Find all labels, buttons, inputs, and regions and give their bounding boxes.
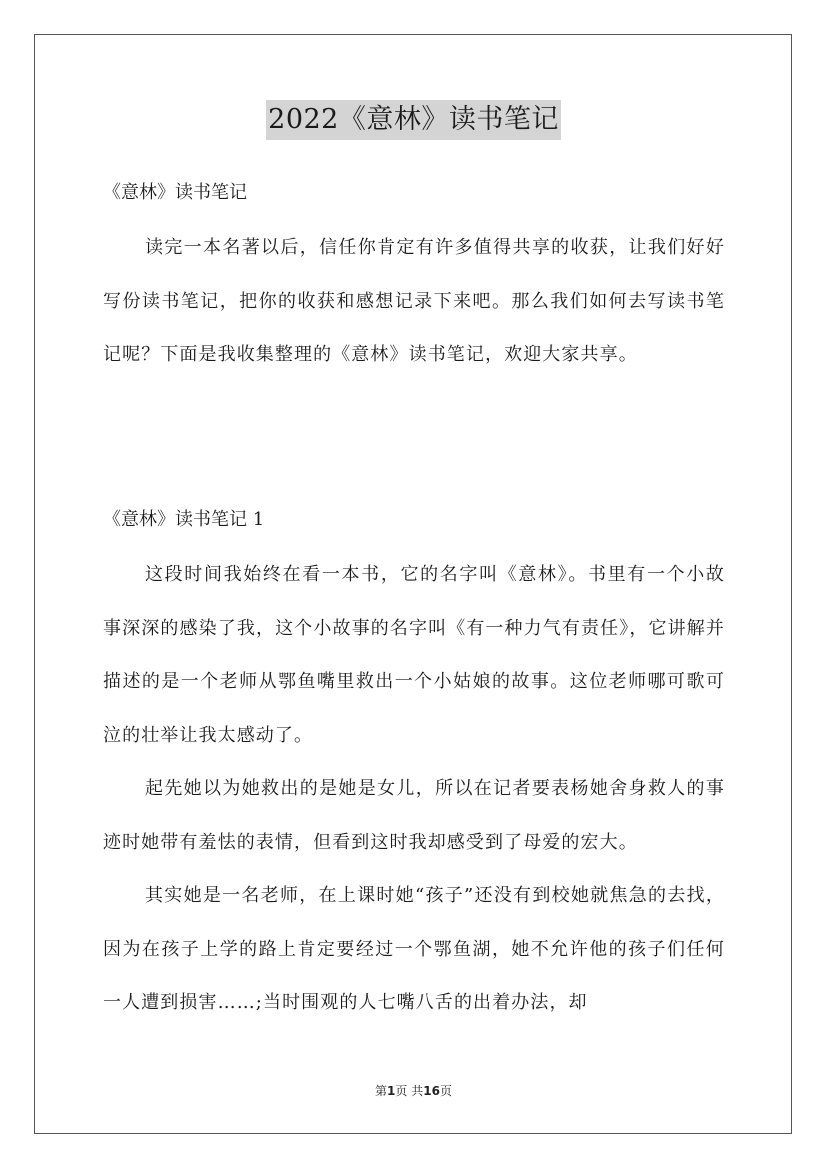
document-title-block: [0, 100, 827, 140]
footer-page-prefix: 第: [375, 1084, 388, 1098]
page-footer: [0, 1082, 827, 1099]
body-paragraph-1: 这段时间我始终在看一本书，它的名字叫《意林》。书里有一个小故事深深的感染了我，这个小故事的名字叫《有一种力气有责任》，它讲解并描述的是一个老师从鄂鱼嘴里救出一个小姑娘的故事。这位老师哪可歌可泣的壮举让我太感动了。: [103, 564, 725, 746]
document-title: 2022《意林》读书笔记: [266, 100, 561, 140]
footer-current-page: 1: [387, 1084, 396, 1098]
intro-heading: 《意林》读书笔记: [103, 182, 247, 203]
footer-total-pages: 16: [423, 1084, 440, 1098]
intro-paragraph: 读完一本名著以后，信任你肯定有许多值得共享的收获，让我们好好写份读书笔记，把你的收获和感想记录下来吧。那么我们如何去写读书笔记呢？下面是我收集整理的《意林》读书笔记，欢迎大家共享。: [103, 237, 725, 366]
footer-page-suffix: 页: [439, 1084, 452, 1098]
section-heading: 《意林》读书笔记 1: [103, 509, 265, 530]
body-paragraph-3: 其实她是一名老师，在上课时她“孩子”还没有到校她就焦急的去找，因为在孩子上学的路上肯定要经过一个鄂鱼湖，她不允许他的孩子们任何一人遭到损害……;当时围观的人七嘴八舌的出着办法，却: [103, 885, 725, 1014]
body-paragraph-2: 起先她以为她救出的是她是女儿，所以在记者要表杨她舍身救人的事迹时她带有羞怯的表情，但看到这时我却感受到了母爱的宏大。: [103, 778, 725, 853]
footer-page-mid: 页 共: [395, 1084, 424, 1098]
